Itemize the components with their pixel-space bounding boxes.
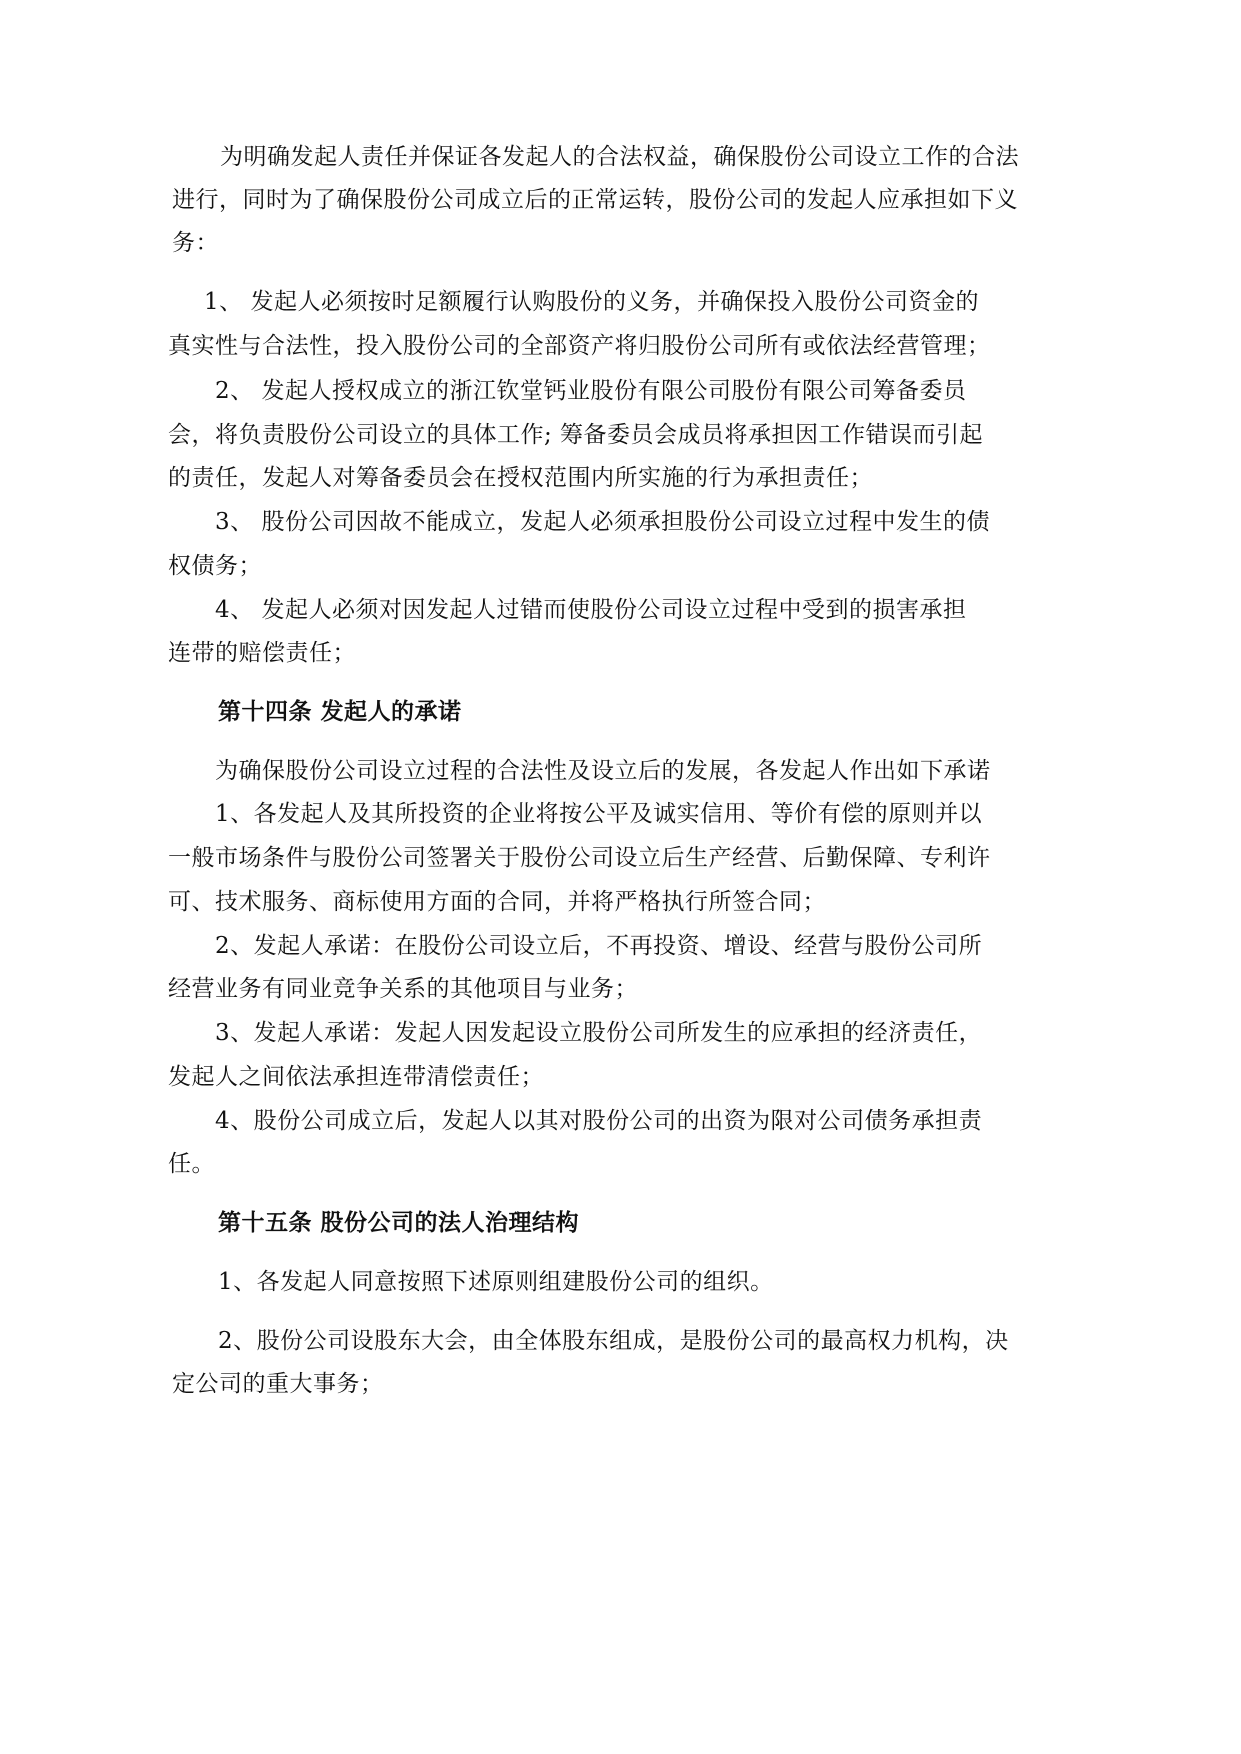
article-14-heading: 第十四条 发起人的承诺 — [218, 698, 462, 725]
article-14-item-2-line-2: 经营业务有同业竞争关系的其他项目与业务； — [168, 976, 638, 1002]
article-14-item-3-line-1: 3、发起人承诺：发起人因发起设立股份公司所发生的应承担的经济责任， — [215, 1020, 983, 1046]
obligation-2-line-1: 2、 发起人授权成立的浙江钦堂钙业股份有限公司股份有限公司筹备委员 — [215, 378, 967, 404]
article-15-item-2-line-1: 2、股份公司设股东大会，由全体股东组成，是股份公司的最高权力机构，决 — [218, 1328, 1009, 1354]
article-14-item-4-line-1: 4、股份公司成立后，发起人以其对股份公司的出资为限对公司债务承担责 — [215, 1108, 983, 1134]
article-15-heading: 第十五条 股份公司的法人治理结构 — [218, 1209, 580, 1236]
article-15-item-2-line-2: 定公司的重大事务； — [172, 1371, 384, 1397]
obligation-3-line-1: 3、 股份公司因故不能成立，发起人必须承担股份公司设立过程中发生的债 — [215, 509, 990, 535]
obligation-4-line-2: 连带的赔偿责任； — [168, 640, 356, 666]
obligation-3-line-2: 权债务； — [168, 553, 262, 579]
article-14-item-3-line-2: 发起人之间依法承担连带清偿责任； — [168, 1064, 544, 1090]
obligation-2-line-2: 会，将负责股份公司设立的具体工作; 筹备委员会成员将承担因工作错误而引起 — [168, 422, 984, 448]
article-14-item-1-line-2: 一般市场条件与股份公司签署关于股份公司设立后生产经营、后勤保障、专利许 — [168, 845, 991, 871]
article-14-item-1-line-3: 可、技术服务、商标使用方面的合同，并将严格执行所签合同； — [168, 889, 826, 915]
article-14-item-4-line-2: 任。 — [168, 1151, 215, 1177]
obligation-1-line-2: 真实性与合法性，投入股份公司的全部资产将归股份公司所有或依法经营管理； — [168, 333, 991, 359]
article-15-item-1-line-1: 1、各发起人同意按照下述原则组建股份公司的组织。 — [218, 1269, 774, 1295]
intro-line-2: 进行，同时为了确保股份公司成立后的正常运转，股份公司的发起人应承担如下义 — [172, 187, 1018, 213]
obligation-2-line-3: 的责任，发起人对筹备委员会在授权范围内所实施的行为承担责任； — [168, 465, 873, 491]
obligation-1-line-1: 1、 发起人必须按时足额履行认购股份的义务，并确保投入股份公司资金的 — [204, 289, 979, 315]
obligation-4-line-1: 4、 发起人必须对因发起人过错而使股份公司设立过程中受到的损害承担 — [215, 597, 967, 623]
intro-line-1: 为明确发起人责任并保证各发起人的合法权益，确保股份公司设立工作的合法 — [220, 144, 1019, 170]
article-14-item-2-line-1: 2、发起人承诺：在股份公司设立后，不再投资、增设、经营与股份公司所 — [215, 933, 983, 959]
intro-line-3: 务： — [172, 230, 219, 256]
article-14-intro: 为确保股份公司设立过程的合法性及设立后的发展，各发起人作出如下承诺 — [215, 758, 991, 784]
article-14-item-1-line-1: 1、各发起人及其所投资的企业将按公平及诚实信用、等价有偿的原则并以 — [215, 801, 983, 827]
